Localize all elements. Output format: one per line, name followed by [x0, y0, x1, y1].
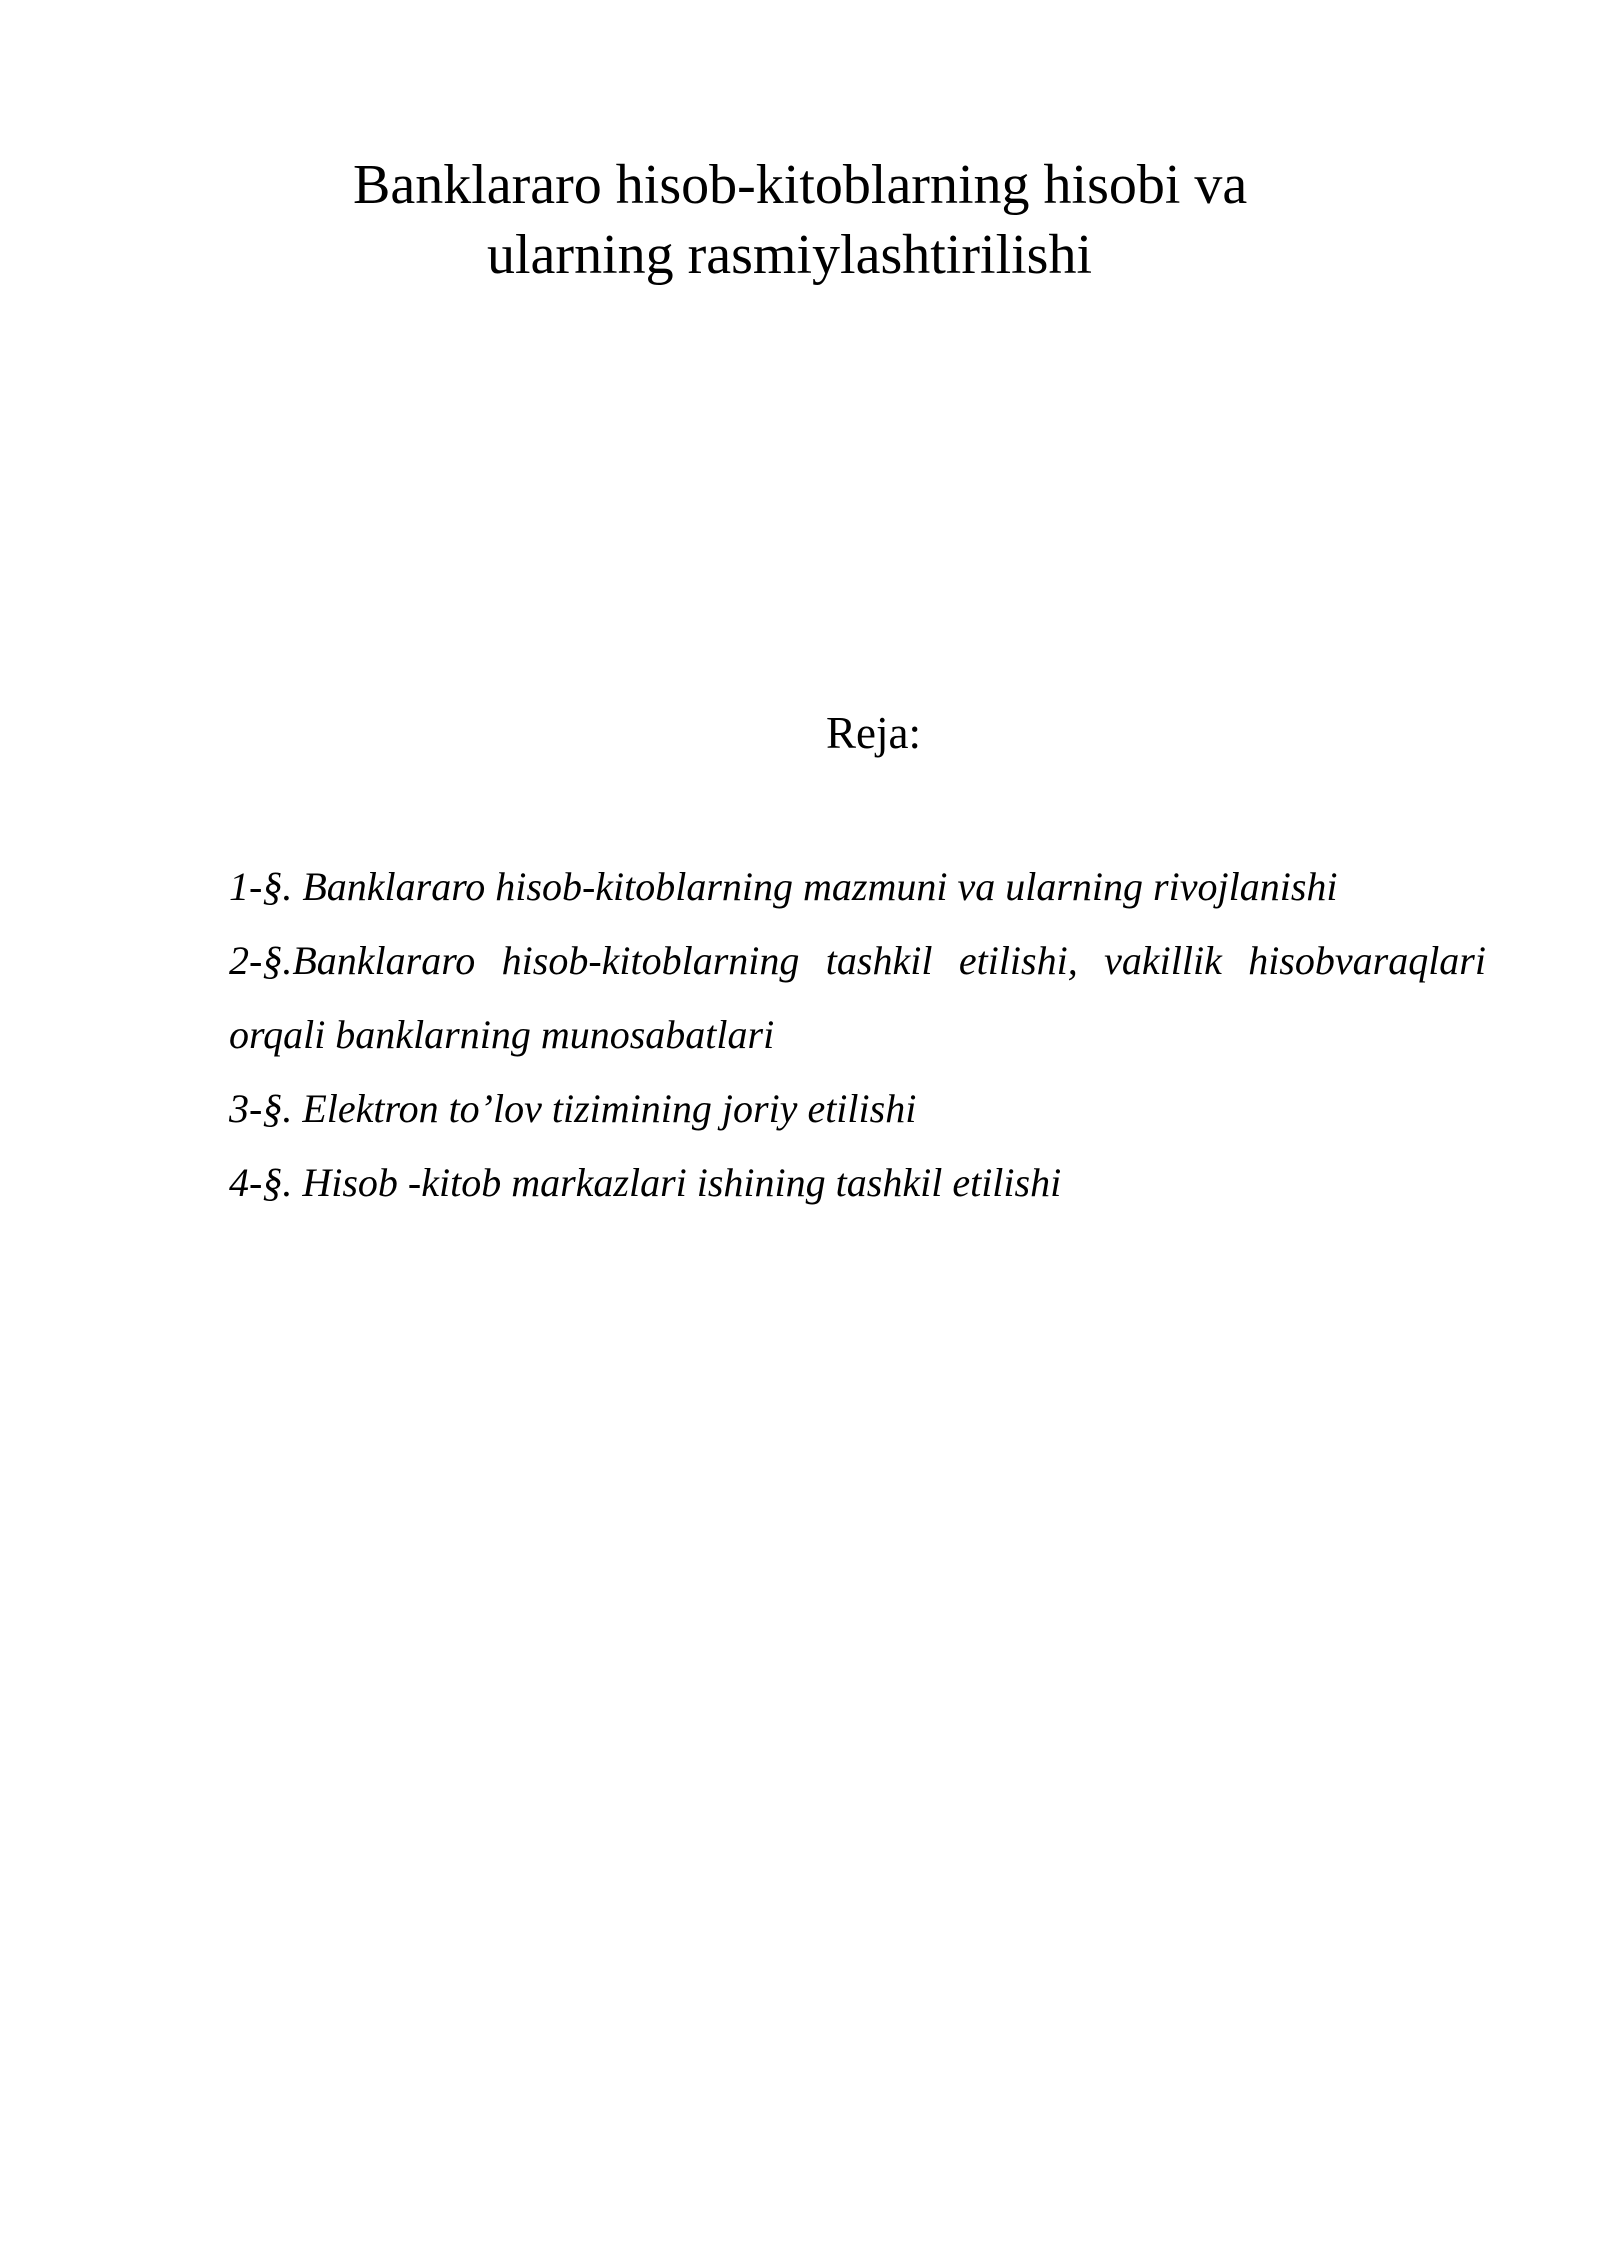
plan-heading: Reja: — [826, 708, 921, 758]
document-title-line-1: Banklararo hisob-kitoblarning hisobi va — [353, 154, 1248, 216]
plan-list — [229, 850, 1486, 1220]
plan-item-3: 3-§. Elektron to’lov tizimining joriy etilishi — [229, 1086, 917, 1131]
document-title — [353, 150, 1353, 290]
plan-item-2: 2-§.Banklararo hisob-kitoblarning tashkil etilishi, vakillik hisobvaraqlari orqali banklarning munosabatlari — [229, 938, 1486, 1057]
document-title-line-2: ularning rasmiylashtirilishi — [487, 224, 1093, 286]
plan-item-4: 4-§. Hisob -kitob markazlari ishining tashkil etilishi — [229, 1160, 1062, 1205]
plan-item-1: 1-§. Banklararo hisob-kitoblarning mazmuni va ularning rivojlanishi — [229, 864, 1338, 909]
